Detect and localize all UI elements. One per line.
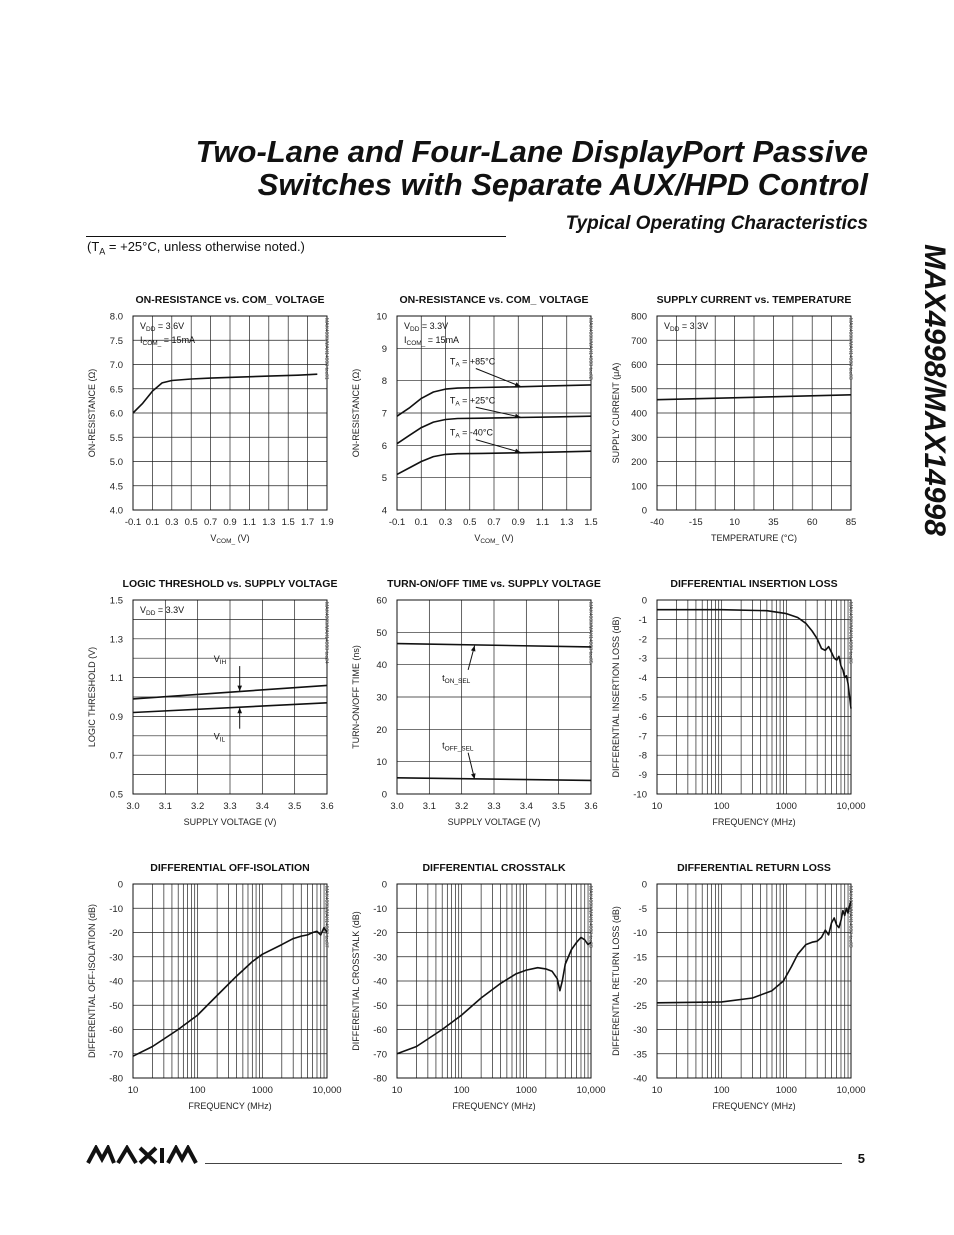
y-tick-label: 400: [631, 408, 647, 420]
chart-title: ON-RESISTANCE vs. COM_ VOLTAGE: [135, 294, 325, 306]
x-tick-label: -15: [688, 517, 703, 528]
y-tick-label: -30: [373, 952, 387, 964]
x-tick-label: 3.0: [390, 801, 404, 812]
x-tick-label: 35: [768, 517, 779, 528]
condition-label: $V_{DD} = 3.3V$: [664, 321, 709, 333]
y-tick-label: 0.5: [109, 789, 123, 801]
y-tick-label: -6: [638, 711, 647, 723]
series-annotation: $V_{IH}$: [213, 654, 227, 667]
x-tick-label: 1.9: [320, 517, 334, 528]
x-axis-label: FREQUENCY (MHz): [188, 1101, 272, 1111]
y-axis-label: ON-RESISTANCE (Ω): [351, 368, 361, 458]
y-tick-label: 9: [381, 343, 387, 355]
x-axis-label: FREQUENCY (MHz): [452, 1101, 536, 1111]
y-tick-label: 7: [381, 408, 387, 420]
y-tick-label: 200: [631, 457, 647, 468]
x-tick-label: 3.5: [288, 801, 302, 812]
x-tick-label: 10,000: [836, 801, 866, 812]
y-tick-label: 100: [631, 481, 647, 493]
chart-c5: [351, 578, 601, 827]
chart-c7: [87, 862, 342, 1111]
y-tick-label: -3: [638, 653, 647, 665]
chart-title: SUPPLY CURRENT vs. TEMPERATURE: [656, 294, 852, 306]
condition-prefix: (T: [87, 239, 100, 254]
y-tick-label: -80: [373, 1073, 387, 1085]
y-tick-label: -10: [633, 928, 647, 939]
y-tick-label: 5.0: [109, 457, 123, 468]
footer-rule: [205, 1163, 842, 1164]
y-tick-label: 600: [631, 360, 647, 371]
y-tick-label: 10: [376, 311, 387, 323]
y-tick-label: 4.0: [109, 505, 123, 517]
y-tick-label: 700: [631, 335, 647, 347]
x-tick-label: 100: [189, 1085, 206, 1096]
y-tick-label: 0: [641, 879, 647, 891]
chart-c9: [611, 862, 866, 1111]
annotation-arrowhead: [515, 382, 521, 386]
y-tick-label: -60: [373, 1025, 387, 1036]
x-tick-label: 3.2: [455, 801, 469, 812]
annotation-arrow: [476, 369, 521, 387]
x-tick-label: 10: [729, 517, 740, 528]
x-tick-label: 3.4: [255, 801, 269, 812]
y-axis-label: SUPPLY CURRENT (μA): [611, 362, 621, 464]
annotation-arrowhead: [237, 686, 242, 692]
x-tick-label: 0.1: [145, 517, 160, 528]
page-number: 5: [857, 1151, 865, 1166]
x-tick-label: 0.3: [165, 517, 179, 528]
watermark-label: MAX4998/MAX14998 toc05: [587, 602, 593, 664]
y-tick-label: -8: [638, 750, 647, 762]
x-tick-label: -0.1: [124, 517, 142, 528]
series-annotation: $T_A = +25^\circ C$: [449, 395, 496, 408]
y-tick-label: -30: [633, 1025, 647, 1036]
y-tick-label: 7.0: [109, 360, 123, 371]
x-tick-label: -40: [650, 517, 664, 528]
chart-c4: [87, 578, 337, 827]
y-tick-label: -2: [638, 634, 647, 646]
y-tick-label: 40: [376, 660, 387, 672]
x-tick-label: -0.1: [388, 517, 406, 528]
x-tick-label: 85: [845, 517, 857, 528]
x-tick-label: 10: [651, 801, 663, 812]
x-tick-label: 10,000: [576, 1085, 606, 1096]
y-tick-label: 800: [631, 311, 647, 323]
y-tick-label: -50: [109, 1000, 123, 1012]
x-tick-label: 10: [391, 1085, 403, 1096]
y-tick-label: -40: [109, 976, 123, 988]
y-tick-label: 500: [631, 384, 647, 396]
y-tick-label: -20: [109, 928, 123, 939]
y-tick-label: -80: [109, 1073, 123, 1085]
chart-c8: [351, 862, 606, 1111]
x-tick-label: 100: [713, 1085, 730, 1096]
watermark-label: MAX4998/MAX14998 toc01: [323, 318, 329, 380]
y-tick-label: -4: [638, 673, 647, 685]
x-tick-label: 3.6: [584, 801, 598, 812]
y-tick-label: -25: [633, 1000, 647, 1012]
annotation-arrowhead: [237, 708, 242, 714]
y-tick-label: -1: [638, 614, 647, 626]
y-tick-label: -30: [109, 952, 123, 964]
y-tick-label: -20: [633, 976, 647, 988]
x-tick-label: 1.5: [281, 517, 295, 528]
chart-title: DIFFERENTIAL RETURN LOSS: [677, 862, 831, 874]
series-line: [397, 937, 591, 1053]
chart-title: DIFFERENTIAL INSERTION LOSS: [670, 578, 838, 590]
annotation-arrow: [476, 440, 521, 453]
condition-label: $I_{COM\_} = 15mA$: [140, 335, 196, 347]
y-tick-label: -9: [638, 770, 647, 782]
y-tick-label: 4: [381, 505, 387, 517]
chart-title: ON-RESISTANCE vs. COM_ VOLTAGE: [399, 294, 589, 306]
y-tick-label: -50: [373, 1000, 387, 1012]
series-line: [657, 901, 851, 1003]
y-tick-label: 6.0: [109, 408, 123, 420]
y-axis-label: DIFFERENTIAL RETURN LOSS (dB): [611, 906, 621, 1056]
watermark-label: MAX4998/MAX14998 toc04: [323, 602, 329, 664]
x-tick-label: 0.7: [203, 517, 218, 528]
x-tick-label: 0.1: [414, 517, 428, 528]
section-title: Typical Operating Characteristics: [565, 213, 868, 234]
y-tick-label: 7.5: [109, 335, 123, 347]
x-tick-label: 1.1: [535, 517, 550, 528]
watermark-label: MAX4998/MAX14998 toc08: [587, 886, 593, 948]
x-tick-label: 10: [651, 1085, 663, 1096]
y-axis-label: DIFFERENTIAL OFF-ISOLATION (dB): [87, 903, 97, 1059]
y-tick-label: -60: [109, 1025, 123, 1036]
x-axis-label: SUPPLY VOLTAGE (V): [447, 817, 541, 827]
y-tick-label: 4.5: [109, 481, 123, 493]
chart-title: LOGIC THRESHOLD vs. SUPPLY VOLTAGE: [122, 578, 338, 590]
watermark-label: MAX4998/MAX14998 toc09: [847, 886, 853, 948]
x-tick-label: 1000: [251, 1085, 273, 1096]
x-tick-label: 0.3: [438, 517, 453, 528]
y-tick-label: 0.9: [109, 711, 123, 723]
chart-title: TURN-ON/OFF TIME vs. SUPPLY VOLTAGE: [387, 578, 601, 590]
y-tick-label: 0: [641, 595, 647, 607]
x-tick-label: 0.5: [463, 517, 477, 528]
series-line: [657, 610, 851, 709]
x-tick-label: 10: [127, 1085, 139, 1096]
chart-c1: [87, 294, 334, 545]
x-tick-label: 0.9: [511, 517, 525, 528]
series-annotation: $V_{IL}$: [213, 731, 226, 744]
x-tick-label: 0.5: [184, 517, 198, 528]
y-tick-label: -10: [633, 789, 647, 801]
y-tick-label: 1.1: [109, 673, 123, 685]
y-tick-label: -35: [633, 1049, 647, 1061]
annotation-arrow: [476, 407, 521, 417]
x-tick-label: 3.0: [126, 801, 140, 812]
y-tick-label: -10: [109, 903, 123, 915]
x-tick-label: 3.6: [320, 801, 334, 812]
y-axis-label: DIFFERENTIAL CROSSTALK (dB): [351, 911, 361, 1051]
y-tick-label: 6.5: [109, 384, 123, 396]
x-tick-label: 10,000: [312, 1085, 342, 1096]
x-tick-label: 1000: [775, 801, 797, 812]
x-tick-label: 1000: [515, 1085, 537, 1096]
y-tick-label: 300: [631, 432, 647, 444]
x-tick-label: 3.1: [422, 801, 436, 812]
x-tick-label: 1.7: [300, 517, 315, 528]
x-tick-label: 3.1: [158, 801, 172, 812]
x-tick-label: 0.9: [223, 517, 237, 528]
y-tick-label: -70: [109, 1049, 123, 1061]
condition-suffix: = +25°C, unless otherwise noted.): [105, 239, 305, 254]
y-tick-label: 0.7: [109, 750, 123, 762]
series-annotation: $t_{OFF\_SEL}$: [442, 740, 474, 753]
x-axis-label: FREQUENCY (MHz): [712, 817, 796, 827]
y-tick-label: -5: [638, 903, 647, 915]
chart-c3: [611, 294, 856, 543]
x-tick-label: 1.3: [262, 517, 276, 528]
y-tick-label: 5: [381, 473, 387, 485]
watermark-label: MAX4998/MAX14998 toc06: [847, 602, 853, 664]
x-tick-label: 1.5: [584, 517, 598, 528]
y-tick-label: -7: [638, 731, 647, 743]
y-tick-label: 1.3: [109, 634, 123, 646]
series-annotation: $T_A = +85^\circ C$: [449, 356, 496, 369]
chart-c6: [611, 578, 866, 827]
condition-subscript: A: [99, 246, 106, 257]
x-axis-label: $V_{COM\_}$ (V): [210, 533, 250, 545]
y-axis-label: DIFFERENTIAL INSERTION LOSS (dB): [611, 616, 621, 778]
x-tick-label: 0.7: [487, 517, 501, 528]
x-tick-label: 100: [453, 1085, 470, 1096]
part-number-side-title: MAX4998/MAX14998: [918, 244, 951, 536]
y-tick-label: 0: [641, 505, 647, 517]
y-tick-label: 10: [376, 757, 387, 769]
y-tick-label: -40: [373, 976, 387, 988]
series-line: [133, 374, 317, 413]
x-tick-label: 3.3: [223, 801, 237, 812]
y-tick-label: 50: [376, 627, 387, 639]
x-axis-label: SUPPLY VOLTAGE (V): [183, 817, 277, 827]
condition-label: $V_{DD} = 3.6V$: [140, 321, 185, 333]
chart-title: DIFFERENTIAL OFF-ISOLATION: [150, 862, 310, 874]
y-tick-label: 5.5: [109, 432, 123, 444]
page-title-line-1: Two-Lane and Four-Lane DisplayPort Passive: [195, 134, 868, 169]
x-axis-label: TEMPERATURE (°C): [711, 533, 797, 543]
series-line: [133, 928, 327, 1057]
x-tick-label: 60: [806, 517, 818, 528]
condition-label: $I_{COM\_} = 15mA$: [404, 335, 460, 347]
series-annotation: $t_{ON\_SEL}$: [442, 672, 471, 685]
y-tick-label: -20: [373, 928, 387, 939]
y-tick-label: 60: [376, 595, 387, 607]
y-tick-label: -10: [373, 903, 387, 915]
x-axis-label: FREQUENCY (MHz): [712, 1101, 796, 1111]
y-tick-label: -15: [633, 952, 647, 964]
chart-c2: [351, 294, 598, 545]
y-tick-label: 1.5: [109, 595, 123, 607]
x-tick-label: 1000: [775, 1085, 797, 1096]
y-tick-label: 0: [381, 879, 387, 891]
x-tick-label: 100: [713, 801, 730, 812]
annotation-arrowhead: [515, 449, 521, 453]
condition-label: $V_{DD} = 3.3V$: [404, 321, 449, 333]
y-tick-label: 0: [117, 879, 123, 891]
x-tick-label: 3.2: [191, 801, 205, 812]
y-axis-label: TURN-ON/OFF TIME (ns): [351, 645, 361, 749]
maxim-logo: [86, 1145, 202, 1170]
y-axis-label: LOGIC THRESHOLD (V): [87, 646, 97, 748]
y-tick-label: -40: [633, 1073, 647, 1085]
page-title-line-2: Switches with Separate AUX/HPD Control: [257, 167, 868, 202]
y-axis-label: ON-RESISTANCE (Ω): [87, 368, 97, 458]
y-tick-label: -5: [638, 692, 647, 704]
condition-label: $V_{DD} = 3.3V$: [140, 605, 185, 617]
x-tick-label: 1.1: [242, 517, 257, 528]
y-tick-label: 30: [376, 692, 387, 704]
y-tick-label: 20: [376, 724, 387, 736]
y-tick-label: 0: [381, 789, 387, 801]
x-tick-label: 3.4: [519, 801, 533, 812]
x-tick-label: 3.3: [487, 801, 501, 812]
series-annotation: $T_A = -40^\circ C$: [449, 427, 494, 440]
y-tick-label: 6: [381, 440, 387, 452]
x-axis-label: $V_{COM\_}$ (V): [474, 533, 514, 545]
y-tick-label: 8.0: [109, 311, 123, 323]
watermark-label: MAX4998/MAX14998 toc03: [847, 318, 853, 380]
watermark-label: MAX4998/MAX14998 toc02: [587, 318, 593, 380]
y-tick-label: -70: [373, 1049, 387, 1061]
x-tick-label: 1.3: [560, 517, 574, 528]
x-tick-label: 3.5: [552, 801, 566, 812]
watermark-label: MAX4998/MAX14998 toc07: [323, 886, 329, 948]
chart-title: DIFFERENTIAL CROSSTALK: [422, 862, 566, 874]
x-tick-label: 10,000: [836, 1085, 866, 1096]
y-tick-label: 8: [381, 376, 387, 388]
